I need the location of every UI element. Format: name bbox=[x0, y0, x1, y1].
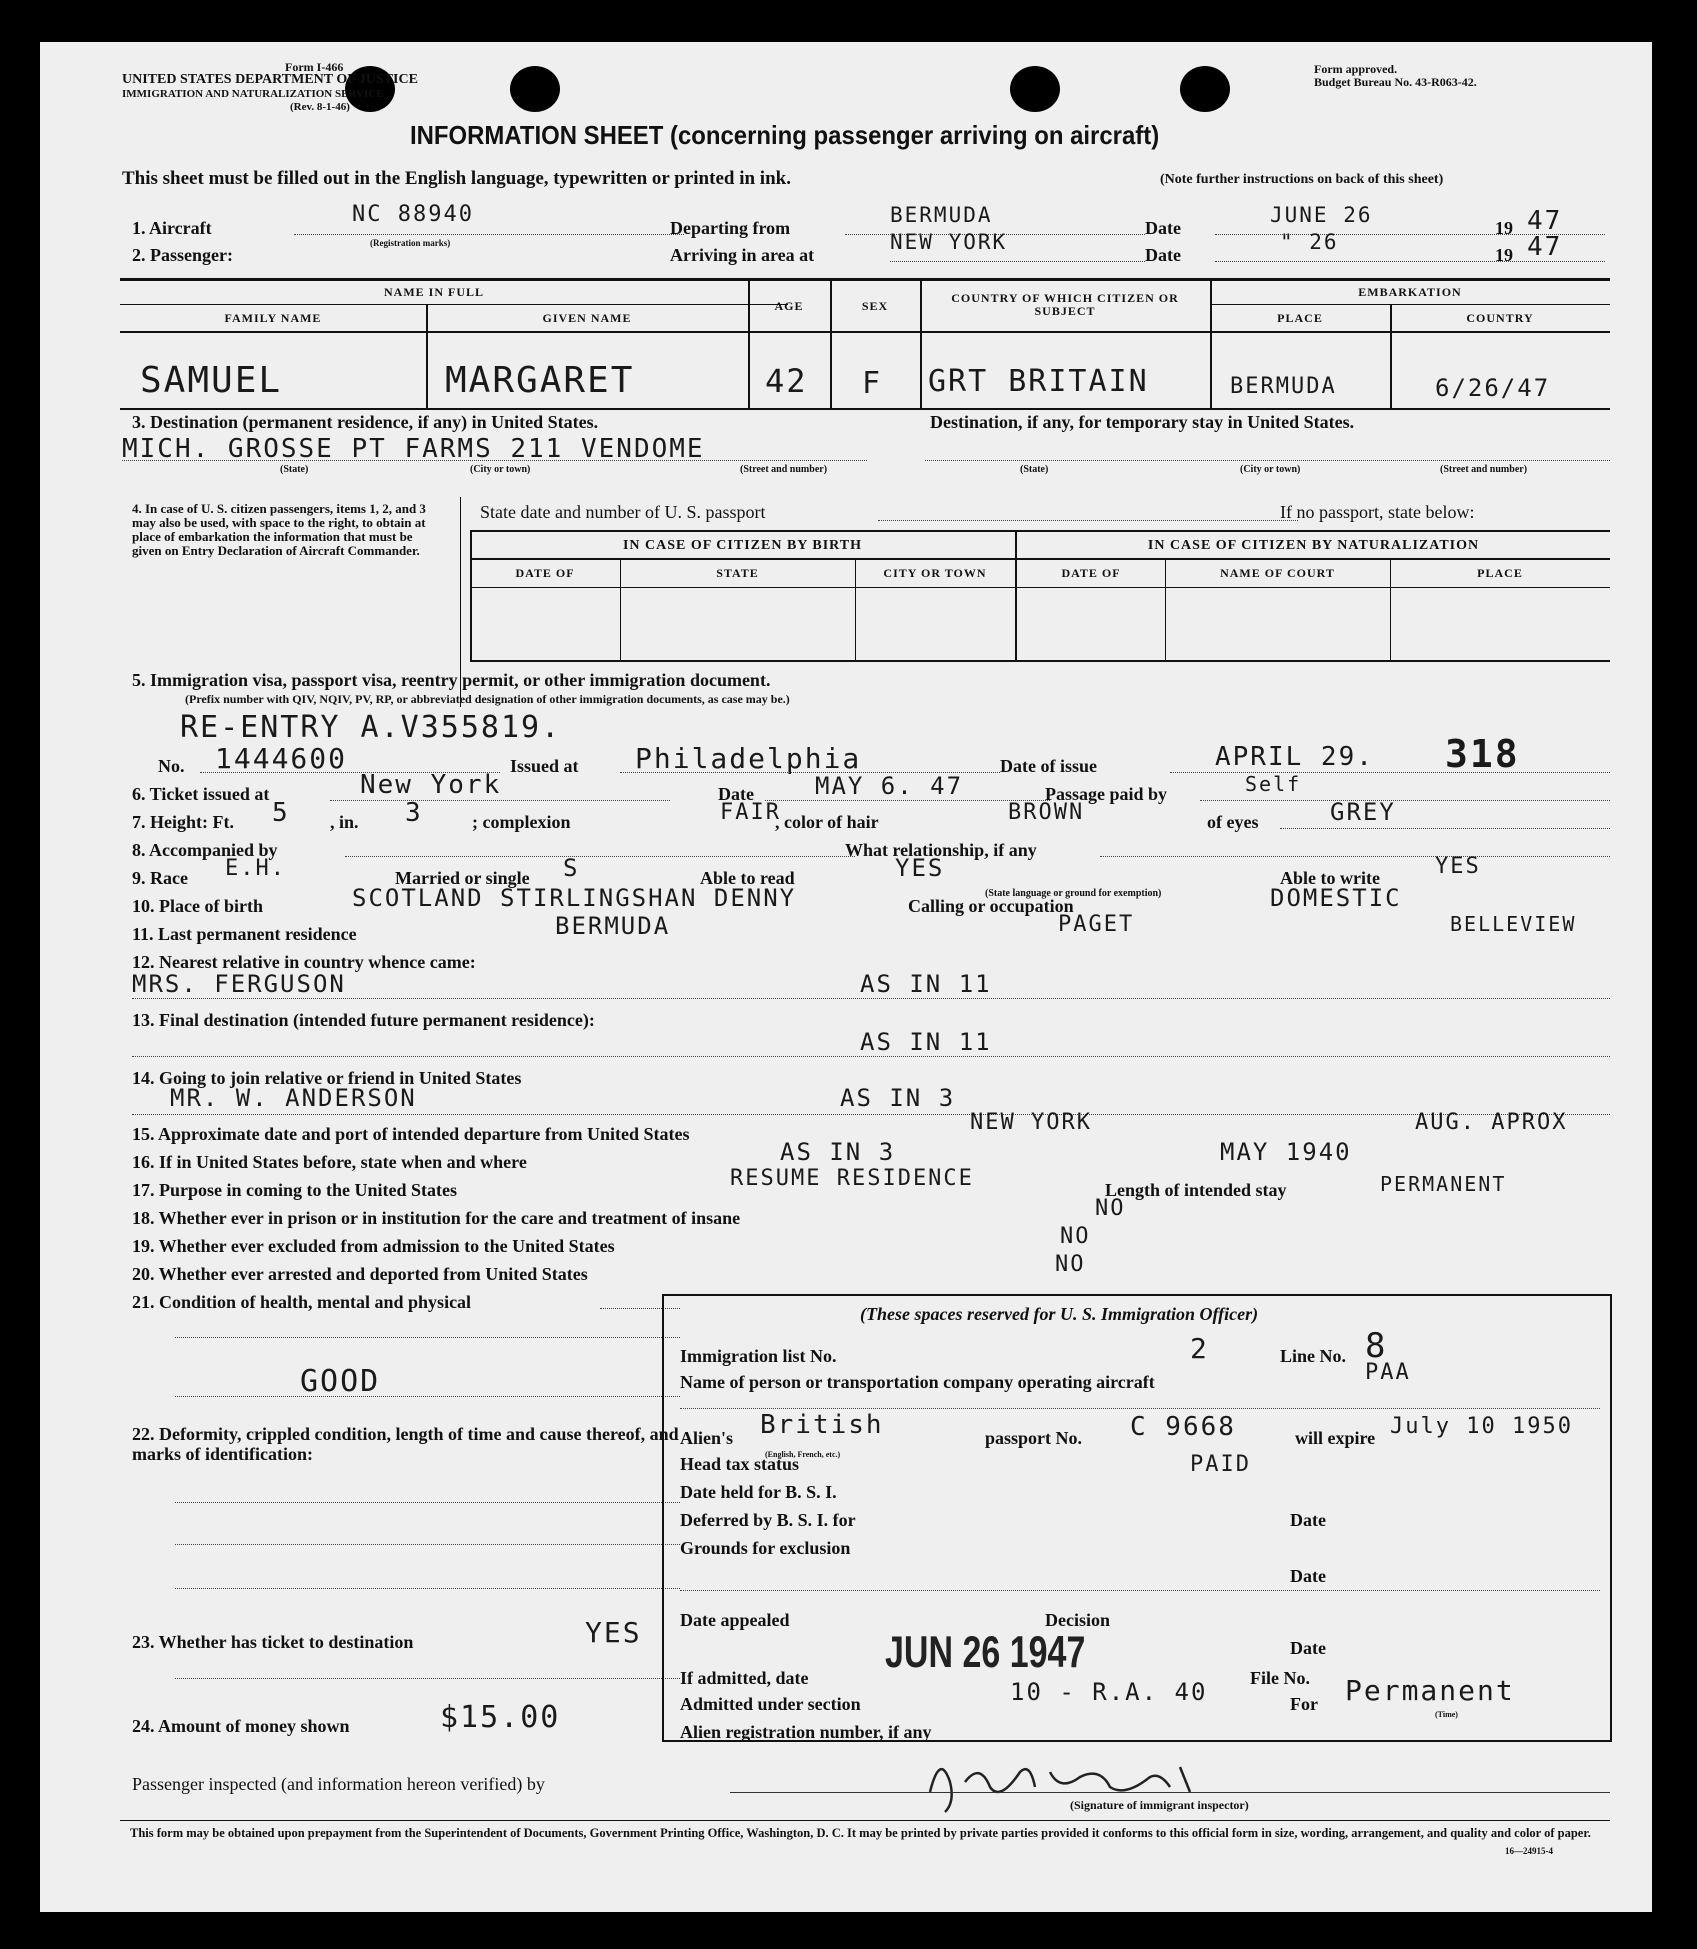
citizenship-value: GRT BRITAIN bbox=[928, 364, 1149, 399]
admitted-section-label: Admitted under section bbox=[680, 1694, 861, 1714]
note: (Note further instructions on back of this sheet) bbox=[1160, 172, 1444, 187]
join-relative-value: MR. W. ANDERSON bbox=[170, 1084, 417, 1112]
date-label: Date bbox=[1145, 218, 1181, 238]
file-number-label: File No. bbox=[1250, 1668, 1310, 1688]
admitted-section-value: 10 - R.A. 40 bbox=[1010, 1678, 1208, 1706]
year-prefix: 19 bbox=[1495, 218, 1513, 238]
admitted-date-label: If admitted, date bbox=[680, 1668, 809, 1688]
alien-registration-label: Alien registration number, if any bbox=[680, 1722, 932, 1742]
year2-value: 47 bbox=[1527, 232, 1563, 262]
ticket-destination-value: YES bbox=[585, 1616, 642, 1649]
height-in-label: , in. bbox=[330, 812, 359, 832]
operating-company-label: Name of person or transportation company operating aircraft bbox=[680, 1372, 1155, 1392]
health-label: 21. Condition of health, mental and physical bbox=[132, 1292, 472, 1312]
age-value: 42 bbox=[765, 362, 808, 400]
birthplace-value: SCOTLAND STIRLINGSHAN DENNY bbox=[352, 884, 797, 912]
ticket-date-value: MAY 6. 47 bbox=[815, 772, 964, 800]
name-in-full-header: NAME IN FULL bbox=[383, 285, 484, 299]
departing-label: Departing from bbox=[670, 218, 791, 238]
height-feet-label: 7. Height: Ft. bbox=[132, 812, 234, 832]
nearest-relative-value: MRS. FERGUSON bbox=[132, 970, 346, 998]
country-header: COUNTRY bbox=[1466, 311, 1534, 325]
city-caption: (City or town) bbox=[470, 464, 531, 475]
item5-subtitle: (Prefix number with QIV, NQIV, PV, RP, or abbreviated designation of other immigration documents, as case may be.) bbox=[185, 692, 790, 706]
street-caption: (Street and number) bbox=[1440, 464, 1528, 475]
aliens-label: Alien's bbox=[680, 1428, 734, 1448]
number-label: No. bbox=[158, 756, 185, 776]
hair-color-label: , color of hair bbox=[775, 812, 879, 832]
state-header: STATE bbox=[716, 566, 759, 580]
form-number: Form I-466 bbox=[285, 60, 344, 74]
service: IMMIGRATION AND NATURALIZATION SERVICE bbox=[122, 88, 384, 100]
signature-caption: (Signature of immigrant inspector) bbox=[1070, 1798, 1249, 1812]
occupation-label: Calling or occupation bbox=[908, 896, 1074, 916]
decision-label: Decision bbox=[1045, 1610, 1110, 1630]
date-of-issue-extra: 318 bbox=[1445, 732, 1520, 776]
page-title: INFORMATION SHEET (concerning passenger arriving on aircraft) bbox=[410, 120, 1160, 150]
previous-stay-label: 16. If in United States before, state when and where bbox=[132, 1152, 527, 1172]
street-caption: (Street and number) bbox=[740, 464, 828, 475]
nearest-relative-label: 12. Nearest relative in country whence came: bbox=[132, 952, 476, 972]
date2-label: Date bbox=[1145, 245, 1181, 265]
footer-notice: This form may be obtained upon prepayment from the Superintendent of Documents, Government Printing Office, Washington, D. C. It may be printed by private parties provided it conforms to this official form in size, wording, arrangement, and quality and color of paper. bbox=[130, 1826, 1591, 1840]
nearest-relative-address: AS IN 11 bbox=[860, 970, 992, 998]
place-header: PLACE bbox=[1477, 566, 1523, 580]
instruction: This sheet must be filled out in the English language, typewritten or printed in ink. bbox=[122, 168, 791, 189]
budget-bureau: Budget Bureau No. 43-R063-42. bbox=[1314, 75, 1477, 89]
date2-value: " 26 bbox=[1280, 230, 1339, 254]
footer-code: 16—24915-4 bbox=[1505, 1846, 1553, 1856]
immigration-list-value: 2 bbox=[1190, 1332, 1209, 1365]
item5-label: 5. Immigration visa, passport visa, reentry permit, or other immigration document. bbox=[132, 670, 771, 690]
married-value: S bbox=[563, 854, 580, 882]
aircraft-label: 1. Aircraft bbox=[132, 218, 212, 238]
length-stay-value: PERMANENT bbox=[1380, 1172, 1507, 1196]
eye-color-label: of eyes bbox=[1207, 812, 1259, 832]
departing-value: BERMUDA bbox=[890, 203, 993, 227]
officer-box-title: (These spaces reserved for U. S. Immigration Officer) bbox=[860, 1304, 1259, 1324]
form-approved: Form approved. bbox=[1314, 62, 1398, 76]
deported-value: NO bbox=[1055, 1252, 1086, 1277]
final-destination-value: AS IN 11 bbox=[860, 1028, 992, 1056]
health-value: GOOD bbox=[300, 1364, 381, 1399]
document-number-value: 1444600 bbox=[215, 742, 348, 775]
date-of-header: DATE OF bbox=[1061, 566, 1121, 580]
ticket-destination-label: 23. Whether has ticket to destination bbox=[132, 1632, 414, 1652]
previous-stay-date: MAY 1940 bbox=[1220, 1138, 1352, 1166]
aliens-nationality-value: British bbox=[760, 1410, 884, 1440]
departure-label: 15. Approximate date and port of intended departure from United States bbox=[132, 1124, 690, 1144]
grounds-exclusion-label: Grounds for exclusion bbox=[680, 1538, 851, 1558]
ticket-issued-value: New York bbox=[360, 770, 502, 800]
passage-paid-label: Passage paid by bbox=[1045, 784, 1168, 804]
date-of-header: DATE OF bbox=[515, 566, 575, 580]
issued-at-label: Issued at bbox=[510, 756, 579, 776]
birthplace-label: 10. Place of birth bbox=[132, 896, 263, 916]
operating-company-value: PAA bbox=[1365, 1360, 1411, 1385]
deferred-bsi-label: Deferred by B. S. I. for bbox=[680, 1510, 856, 1530]
excluded-value: NO bbox=[1060, 1224, 1091, 1249]
able-write-label: Able to write bbox=[1280, 868, 1380, 888]
given-name-header: GIVEN NAME bbox=[542, 311, 632, 325]
sex-header: SEX bbox=[861, 299, 889, 313]
state-caption: (State) bbox=[1020, 464, 1049, 475]
relationship-label: What relationship, if any bbox=[845, 840, 1037, 860]
excluded-label: 19. Whether ever excluded from admission to the United States bbox=[132, 1236, 615, 1256]
embarkation-header: EMBARKATION bbox=[1358, 285, 1462, 299]
date-of-issue-label: Date of issue bbox=[1000, 756, 1097, 776]
date-appealed-label: Date appealed bbox=[680, 1610, 790, 1630]
deported-label: 20. Whether ever arrested and deported from United States bbox=[132, 1264, 588, 1284]
time-caption: (Time) bbox=[1435, 1710, 1458, 1719]
country-citizen-header: COUNTRY OF WHICH CITIZEN OR SUBJECT bbox=[951, 291, 1179, 318]
money-value: $15.00 bbox=[440, 1700, 561, 1735]
race-value: E.H. bbox=[225, 856, 286, 881]
hair-color-value: BROWN bbox=[1008, 800, 1085, 825]
line-number-value: 8 bbox=[1365, 1326, 1388, 1366]
family-name-value: SAMUEL bbox=[140, 360, 283, 401]
final-destination-label: 13. Final destination (intended future permanent residence): bbox=[132, 1010, 595, 1030]
able-write-value: YES bbox=[1435, 854, 1481, 879]
height-feet-value: 5 bbox=[272, 798, 290, 828]
height-in-value: 3 bbox=[405, 798, 423, 828]
embark-country-value: 6/26/47 bbox=[1435, 374, 1551, 402]
state-language-caption: (State language or ground for exemption) bbox=[985, 888, 1162, 899]
for-value: Permanent bbox=[1345, 1674, 1515, 1707]
city-town-header: CITY OR TOWN bbox=[883, 566, 987, 580]
head-tax-label: Head tax status bbox=[680, 1454, 800, 1474]
passage-paid-value: Self bbox=[1245, 772, 1302, 796]
able-read-value: YES bbox=[895, 854, 945, 882]
previous-stay-value: AS IN 3 bbox=[780, 1138, 896, 1166]
arriving-value: NEW YORK bbox=[890, 230, 1008, 254]
money-label: 24. Amount of money shown bbox=[132, 1716, 350, 1736]
able-read-label: Able to read bbox=[700, 868, 795, 888]
last-residence-value: BERMUDA bbox=[555, 912, 671, 940]
registration-marks: (Registration marks) bbox=[370, 238, 451, 248]
decision-date-label: Date bbox=[1290, 1638, 1326, 1658]
issued-at-value: Philadelphia bbox=[635, 742, 862, 775]
exclusion-date-label: Date bbox=[1290, 1566, 1326, 1586]
last-residence-street: BELLEVIEW bbox=[1450, 912, 1577, 936]
immigration-list-label: Immigration list No. bbox=[680, 1346, 837, 1366]
document-value: RE-ENTRY A.V355819. bbox=[180, 710, 562, 745]
occupation-value: DOMESTIC bbox=[1270, 884, 1402, 912]
admission-date-stamp: JUN 26 1947 bbox=[885, 1628, 1086, 1678]
citizen-naturalization-header: IN CASE OF CITIZEN BY NATURALIZATION bbox=[1147, 538, 1480, 553]
complexion-value: FAIR bbox=[720, 800, 781, 825]
married-label: Married or single bbox=[395, 868, 530, 888]
ticket-date-label: Date bbox=[718, 784, 754, 804]
eye-color-value: GREY bbox=[1330, 798, 1396, 826]
item4-text: 4. In case of U. S. citizen passengers, items 1, 2, and 3 may also be used, with space to the right, to obtain at place of embarkation the information that must be given on Entry Declaration of Aircraft Commander. bbox=[132, 501, 426, 558]
ticket-issued-label: 6. Ticket issued at bbox=[132, 784, 270, 804]
arriving-label: Arriving in area at bbox=[670, 245, 815, 265]
revision: (Rev. 8-1-46) bbox=[290, 101, 350, 113]
form-sheet bbox=[40, 42, 1652, 1912]
purpose-value: RESUME RESIDENCE bbox=[730, 1166, 974, 1191]
punch-hole bbox=[510, 66, 560, 112]
place-header: PLACE bbox=[1277, 311, 1323, 325]
prison-label: 18. Whether ever in prison or in institution for the care and treatment of insane bbox=[132, 1208, 741, 1228]
department: UNITED STATES DEPARTMENT OF JUSTICE bbox=[122, 72, 418, 87]
join-relative-label: 14. Going to join relative or friend in United States bbox=[132, 1068, 522, 1088]
destination-value: MICH. GROSSE PT FARMS 211 VENDOME bbox=[122, 434, 705, 464]
destination-label: 3. Destination (permanent residence, if any) in United States. bbox=[132, 412, 599, 432]
race-label: 9. Race bbox=[132, 868, 188, 888]
no-passport-label: If no passport, state below: bbox=[1280, 502, 1475, 522]
departure-port-value: NEW YORK bbox=[970, 1110, 1092, 1135]
temp-destination-label: Destination, if any, for temporary stay in United States. bbox=[930, 412, 1355, 432]
date-of-issue-value: APRIL 29. bbox=[1215, 742, 1374, 772]
date1-value: JUNE 26 bbox=[1270, 203, 1373, 227]
will-expire-label: will expire bbox=[1295, 1428, 1376, 1448]
purpose-label: 17. Purpose in coming to the United States bbox=[132, 1180, 457, 1200]
family-name-header: FAMILY NAME bbox=[224, 311, 322, 325]
held-bsi-label: Date held for B. S. I. bbox=[680, 1482, 837, 1502]
departure-date-value: AUG. APROX bbox=[1415, 1110, 1568, 1135]
accompanied-label: 8. Accompanied by bbox=[132, 840, 278, 860]
alien-passport-value: C 9668 bbox=[1130, 1412, 1236, 1442]
line-number-label: Line No. bbox=[1280, 1346, 1347, 1366]
prison-value: NO bbox=[1095, 1196, 1126, 1221]
last-residence-city: PAGET bbox=[1058, 912, 1135, 937]
join-relative-address: AS IN 3 bbox=[840, 1084, 956, 1112]
alien-passport-label: passport No. bbox=[985, 1428, 1083, 1448]
aircraft-value: NC 88940 bbox=[352, 202, 474, 227]
citizen-birth-header: IN CASE OF CITIZEN BY BIRTH bbox=[622, 538, 863, 553]
deformity-label: 22. Deformity, crippled condition, length of time and cause thereof, and marks of identification: bbox=[132, 1424, 679, 1464]
court-name-header: NAME OF COURT bbox=[1220, 566, 1335, 580]
inspected-by-label: Passenger inspected (and information hereon verified) by bbox=[132, 1774, 545, 1794]
embark-place-value: BERMUDA bbox=[1230, 374, 1337, 399]
given-name-value: MARGARET bbox=[445, 360, 635, 401]
punch-hole bbox=[1010, 66, 1060, 112]
head-tax-value: PAID bbox=[1190, 1452, 1251, 1477]
year-prefix: 19 bbox=[1495, 245, 1513, 265]
punch-hole bbox=[1180, 66, 1230, 112]
will-expire-value: July 10 1950 bbox=[1390, 1414, 1573, 1439]
sex-value: F bbox=[862, 366, 883, 401]
deferred-date-label: Date bbox=[1290, 1510, 1326, 1530]
for-label: For bbox=[1290, 1694, 1318, 1714]
passenger-label: 2. Passenger: bbox=[132, 245, 233, 265]
last-residence-label: 11. Last permanent residence bbox=[132, 924, 357, 944]
age-header: AGE bbox=[774, 299, 804, 313]
language-caption: (English, French, etc.) bbox=[765, 1450, 841, 1459]
complexion-label: ; complexion bbox=[472, 812, 571, 832]
state-caption: (State) bbox=[280, 464, 309, 475]
city-caption: (City or town) bbox=[1240, 464, 1301, 475]
year1-value: 47 bbox=[1527, 206, 1563, 236]
passport-label: State date and number of U. S. passport bbox=[480, 502, 766, 522]
length-stay-label: Length of intended stay bbox=[1105, 1180, 1287, 1200]
